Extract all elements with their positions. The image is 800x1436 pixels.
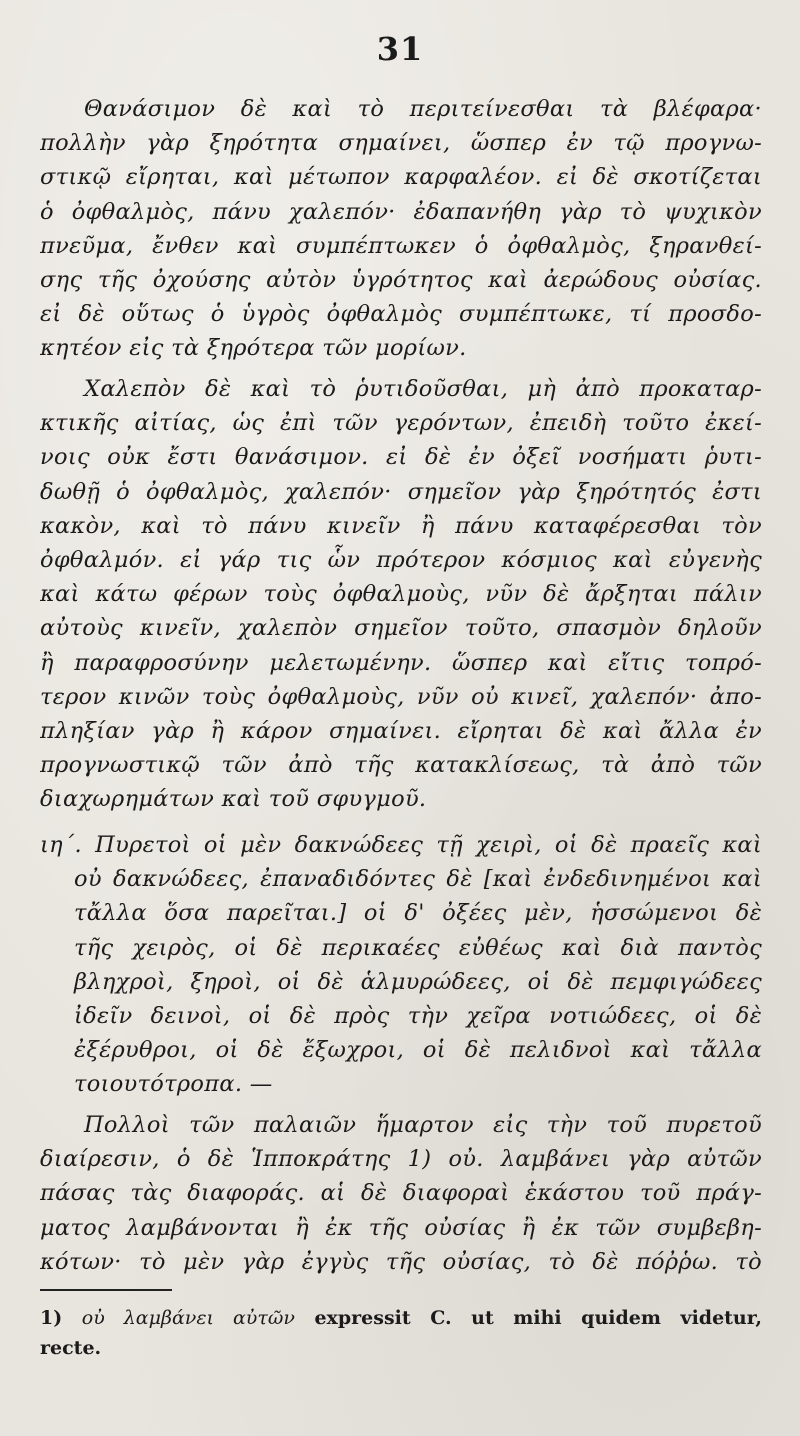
text-line: σης τῆς ὀχούσης αὐτὸν ὑγρότητος καὶ ἀερώδους οὐσίας. <box>40 266 762 293</box>
text-line: πολλὴν γὰρ ξηρότητα σημαίνει, ὥσπερ ἐν τῷ προγνω- <box>40 130 762 157</box>
text-line: κότων· τὸ μὲν γὰρ ἐγγὺς τῆς οὐσίας, τὸ δὲ πόῤῥω. τὸ <box>40 1248 762 1275</box>
text-line: αὐτοὺς κινεῖν, χαλεπὸν σημεῖον τοῦτο, σπασμὸν δηλοῦν <box>40 615 762 642</box>
text-line: τερον κινῶν τοὺς ὀφθαλμοὺς, νῦν οὐ κινεῖ, χαλεπόν· ἀπο- <box>40 683 762 710</box>
text-line: διαχωρημάτων καὶ τοῦ σφυγμοῦ. <box>40 786 427 813</box>
footnote-line <box>40 1303 762 1333</box>
text-line: δωθῇ ὁ ὀφθαλμὸς, χαλεπόν· σημεῖον γὰρ ξηρότητός ἐστι <box>40 478 762 505</box>
text-line: τῆς χειρὸς, οἱ δὲ περικαέες εὐθέως καὶ διὰ παντὸς <box>74 934 762 961</box>
text-line: ὁ ὀφθαλμὸς, πάνυ χαλεπόν· ἐδαπανήθη γὰρ τὸ ψυχικὸν <box>40 198 762 225</box>
text-line: τἄλλα ὅσα παρεῖται.] οἱ δ' ὀξέες μὲν, ἡσσώμενοι δὲ <box>74 900 762 927</box>
text-line: διαίρεσιν, ὁ δὲ Ἱπποκράτης 1) οὐ. λαμβάνει γὰρ αὐτῶν <box>40 1146 762 1173</box>
text-line: στικῷ εἴρηται, καὶ μέτωπον καρφαλέον. εἰ δὲ σκοτίζεται <box>40 164 762 191</box>
text-line: πάσας τὰς διαφοράς. αἱ δὲ διαφοραὶ ἑκάστου τοῦ πράγ- <box>40 1180 762 1207</box>
text-line: καὶ κάτω φέρων τοὺς ὀφθαλμοὺς, νῦν δὲ ἄρξηται πάλιν <box>40 581 762 608</box>
paragraph-1 <box>40 92 762 366</box>
footnote-latin-text: recte. <box>40 1337 102 1359</box>
text-line: ἢ παραφροσύνην μελετωμένην. ὥσπερ καὶ εἴτις τοπρό- <box>40 649 762 676</box>
text-line: Χαλεπὸν δὲ καὶ τὸ ῥυτιδοῦσθαι, μὴ ἀπὸ προκαταρ- <box>84 376 762 402</box>
text-line: ἰδεῖν δεινοὶ, οἱ δὲ πρὸς τὴν χεῖρα νοτιώδεες, οἱ δὲ <box>74 1002 762 1029</box>
text-line: ὀφθαλμόν. εἰ γάρ τις ὧν πρότερον κόσμιος καὶ εὐγενὴς <box>40 546 762 573</box>
footnote-latin-text: expressit C. ut mihi quidem videtur, <box>314 1307 762 1329</box>
text-line: κτικῆς αἰτίας, ὡς ἐπὶ τῶν γερόντων, ἐπειδὴ τοῦτο ἐκεί- <box>40 410 762 437</box>
text-line: κητέον εἰς τὰ ξηρότερα τῶν μορίων. <box>40 335 467 362</box>
paragraph-3 <box>40 828 762 1102</box>
footnote-greek-text: οὐ λαμβάνει αὐτῶν <box>81 1307 295 1329</box>
paragraph-4 <box>40 1108 762 1279</box>
text-line: νοις οὐκ ἔστι θανάσιμον. εἰ δὲ ἐν ὀξεῖ νοσήματι ῥυτι- <box>40 444 762 471</box>
text-line: τοιουτότροπα. — <box>74 1071 273 1098</box>
text-line: ἐξέρυθροι, οἱ δὲ ἔξωχροι, οἱ δὲ πελιδνοὶ καὶ τἄλλα <box>74 1037 762 1064</box>
page-number: 31 <box>376 30 424 68</box>
section-heading-line: ιη΄. Πυρετοὶ οἱ μὲν δακνώδεες τῇ χειρὶ, οἱ δὲ πραεῖς καὶ <box>40 832 762 858</box>
text-line: προγνωστικῷ τῶν ἀπὸ τῆς κατακλίσεως, τὰ ἀπὸ τῶν <box>40 752 762 779</box>
footnote-divider <box>40 1289 172 1291</box>
text-line: πληξίαν γὰρ ἢ κάρον σημαίνει. εἴρηται δὲ καὶ ἄλλα ἐν <box>40 717 762 744</box>
text-line: οὐ δακνώδεες, ἐπαναδιδόντες δὲ [καὶ ἐνδεδινημένοι καὶ <box>74 866 762 893</box>
text-line: εἰ δὲ οὕτως ὁ ὑγρὸς ὀφθαλμὸς συμπέπτωκε, τί προσδο- <box>40 301 762 328</box>
footnote <box>40 1303 762 1363</box>
text-line: Θανάσιμον δὲ καὶ τὸ περιτείνεσθαι τὰ βλέφαρα· <box>84 96 762 122</box>
footnote-line <box>40 1333 762 1363</box>
footnote-marker: 1) <box>40 1307 63 1329</box>
text-line: ματος λαμβάνονται ἢ ἐκ τῆς οὐσίας ἢ ἐκ τῶν συμβεβη- <box>40 1214 762 1241</box>
text-line: Πολλοὶ τῶν παλαιῶν ἥμαρτον εἰς τὴν τοῦ πυρετοῦ <box>84 1112 762 1138</box>
text-line: βληχροὶ, ξηροὶ, οἱ δὲ ἁλμυρώδεες, οἱ δὲ πεμφιγώδεες <box>74 968 762 995</box>
text-line: πνεῦμα, ἔνθεν καὶ συμπέπτωκεν ὁ ὀφθαλμὸς, ξηρανθεί- <box>40 232 762 259</box>
paragraph-2 <box>40 372 762 816</box>
text-line: κακὸν, καὶ τὸ πάνυ κινεῖν ἢ πάνυ καταφέρεσθαι τὸν <box>40 512 762 539</box>
